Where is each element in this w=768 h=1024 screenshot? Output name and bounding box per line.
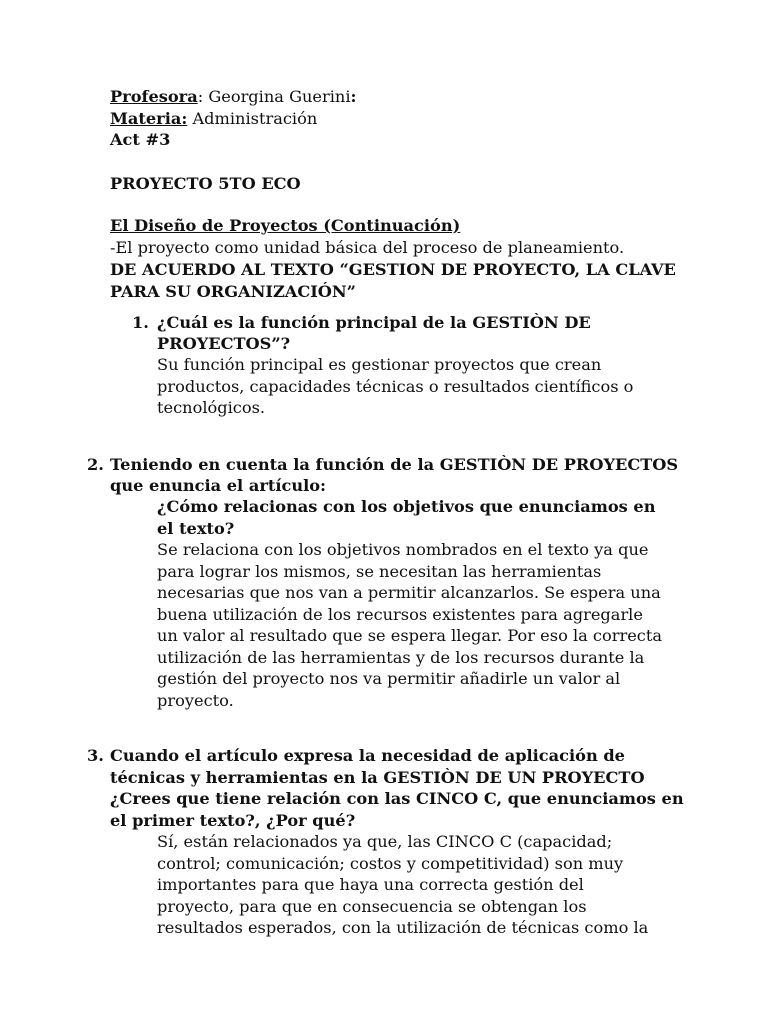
teacher-separator: : xyxy=(197,87,209,106)
instruction-line: PARA SU ORGANIZACIÓN” xyxy=(110,282,356,301)
teacher-end: : xyxy=(350,87,357,106)
teacher-line xyxy=(110,86,357,108)
question-number: 1. xyxy=(132,313,149,332)
question-line: el primer texto?, ¿Por qué? xyxy=(110,811,356,830)
question-line: ¿Cuál es la función principal de la GESTIÒN DE xyxy=(157,313,591,332)
question-line: Teniendo en cuenta la función de la GESTIÒN DE PROYECTOS xyxy=(110,455,679,474)
question-line: Cuando el artículo expresa la necesidad de aplicación de xyxy=(110,746,625,765)
subquestion-line: ¿Cómo relacionas con los objetivos que enunciamos en xyxy=(157,497,656,516)
activity-label: Act #3 xyxy=(110,130,171,149)
answer-line: proyecto. xyxy=(157,691,234,710)
answer-line: importantes para que haya una correcta gestión del xyxy=(157,875,584,894)
answer-line: utilización de las herramientas y de los recursos durante la xyxy=(157,648,645,667)
question-line: ¿Crees que tiene relación con las CINCO C, que enunciamos en xyxy=(110,789,684,808)
question-line: técnicas y herramientas en la GESTIÒN DE UN PROYECTO xyxy=(110,768,645,787)
question-number: 3. xyxy=(87,746,104,765)
answer-line: control; comunicación; costos y competitividad) son muy xyxy=(157,854,624,873)
answer-line: buena utilización de los recursos existentes para agregarle xyxy=(157,605,643,624)
answer-line: Sí, están relacionados ya que, las CINCO C (capacidad; xyxy=(157,832,613,851)
question-number: 2. xyxy=(87,455,104,474)
answer-line: tecnológicos. xyxy=(157,398,266,417)
project-title: PROYECTO 5TO ECO xyxy=(110,174,301,193)
answer-line: resultados esperados, con la utilización de técnicas como la xyxy=(157,918,649,937)
section-title: El Diseño de Proyectos (Continuación) xyxy=(110,216,461,235)
teacher-label: Profesora xyxy=(110,87,198,106)
answer-line: necesarias que nos van a permitir alcanzarlos. Se espera una xyxy=(157,583,661,602)
answer-line: un valor al resultado que se espera llegar. Por eso la correcta xyxy=(157,626,663,645)
answer-line: proyecto, para que en consecuencia se obtengan los xyxy=(157,897,587,916)
subject-value: Administración xyxy=(187,109,318,128)
instruction-line: DE ACUERDO AL TEXTO “GESTION DE PROYECTO, LA CLAVE xyxy=(110,260,676,279)
answer-line: Su función principal es gestionar proyectos que crean xyxy=(157,355,602,374)
subject-label: Materia: xyxy=(110,109,188,128)
answer-line: productos, capacidades técnicas o resultados científicos o xyxy=(157,377,634,396)
answer-line: Se relaciona con los objetivos nombrados en el texto ya que xyxy=(157,540,649,559)
subquestion-line: el texto? xyxy=(157,519,235,538)
question-line: que enuncia el artículo: xyxy=(110,476,327,495)
answer-line: para lograr los mismos, se necesitan las herramientas xyxy=(157,562,602,581)
answer-line: gestión del proyecto nos va permitir añadirle un valor al xyxy=(157,669,621,688)
question-line: PROYECTOS”? xyxy=(157,334,291,353)
subject-line xyxy=(110,108,317,130)
section-subtitle: -El proyecto como unidad básica del proceso de planeamiento. xyxy=(110,238,625,257)
teacher-name: Georgina Guerini xyxy=(208,87,351,106)
